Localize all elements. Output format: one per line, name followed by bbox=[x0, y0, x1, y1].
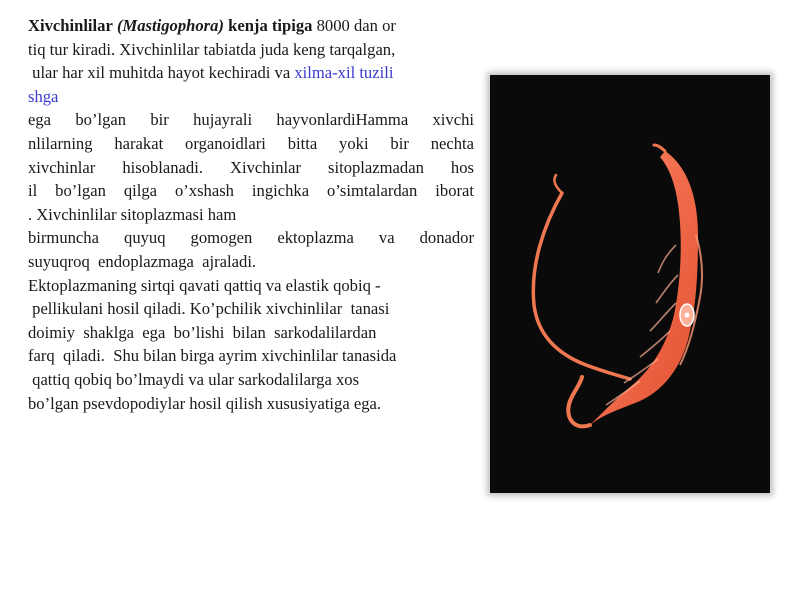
flagellate-illustration bbox=[490, 75, 770, 493]
hyperlink-xilma-xil[interactable]: xilma-xil tuzili bbox=[294, 63, 394, 83]
text-line-8: il bo’lgan qilga o’xshash ingichka o’simtalardan iborat bbox=[28, 181, 474, 201]
text-line-14: doimiy shaklga ega bo’lishi bilan sarkodalilardan bbox=[28, 322, 377, 342]
text-line-11: suyuqroq endoplazmaga ajraladi. bbox=[28, 251, 257, 271]
text-line-16: qattiq qobiq bo’lmaydi va ular sarkodalilarga xos bbox=[28, 369, 360, 389]
text-line-10: birmuncha quyuq gomogen ektoplazma va donador bbox=[28, 228, 474, 248]
flagellum-left-tip bbox=[554, 175, 562, 193]
term-kenja-tipiga: kenja tipiga bbox=[228, 16, 313, 35]
text-line-1 bbox=[28, 14, 474, 38]
term-latin: (Mastigophora) bbox=[116, 16, 224, 35]
text-line-17: bo’lgan psevdopodiylar hosil qilish xususiyatiga ega. bbox=[28, 393, 382, 413]
text-line-1-rest: 8000 dan or bbox=[316, 16, 396, 35]
text-line-9: . Xivchinlilar sitoplazmasi ham bbox=[28, 204, 237, 224]
text-line-2: tiq tur kiradi. Xivchinlilar tabiatda juda keng tarqalgan, bbox=[28, 39, 396, 59]
text-line-6: nlilarning harakat organoidlari bitta yoki bir nechta bbox=[28, 133, 474, 153]
text-line-13: pellikulani hosil qiladi. Ko’pchilik xivchinlilar tanasi bbox=[28, 299, 390, 319]
main-text bbox=[28, 14, 474, 415]
text-line-15: farq qiladi. Shu bilan birga ayrim xivchinlilar tanasida bbox=[28, 346, 397, 366]
flagellum-left bbox=[533, 193, 630, 379]
text-line-3-plain: ular har xil muhitda hayot kechiradi va bbox=[28, 63, 295, 83]
text-line-12: Ektoplazmaning sirtqi qavati qattiq va elastik qobiq - bbox=[28, 275, 381, 295]
flagellum-tail bbox=[568, 377, 590, 426]
flagellate-drawing bbox=[490, 75, 770, 493]
text-line-7: xivchinlar hisoblanadi. Xivchinlar sitoplazmadan hos bbox=[28, 157, 474, 177]
text-line-5: ega bo’lgan bir hujayrali hayvonlardiHamma xivchi bbox=[28, 110, 474, 130]
term-xivchinlilar: Xivchinlilar bbox=[28, 16, 113, 35]
text-line-3 bbox=[28, 61, 474, 85]
organism-body bbox=[590, 151, 698, 425]
hyperlink-shga[interactable]: shga bbox=[28, 86, 59, 106]
